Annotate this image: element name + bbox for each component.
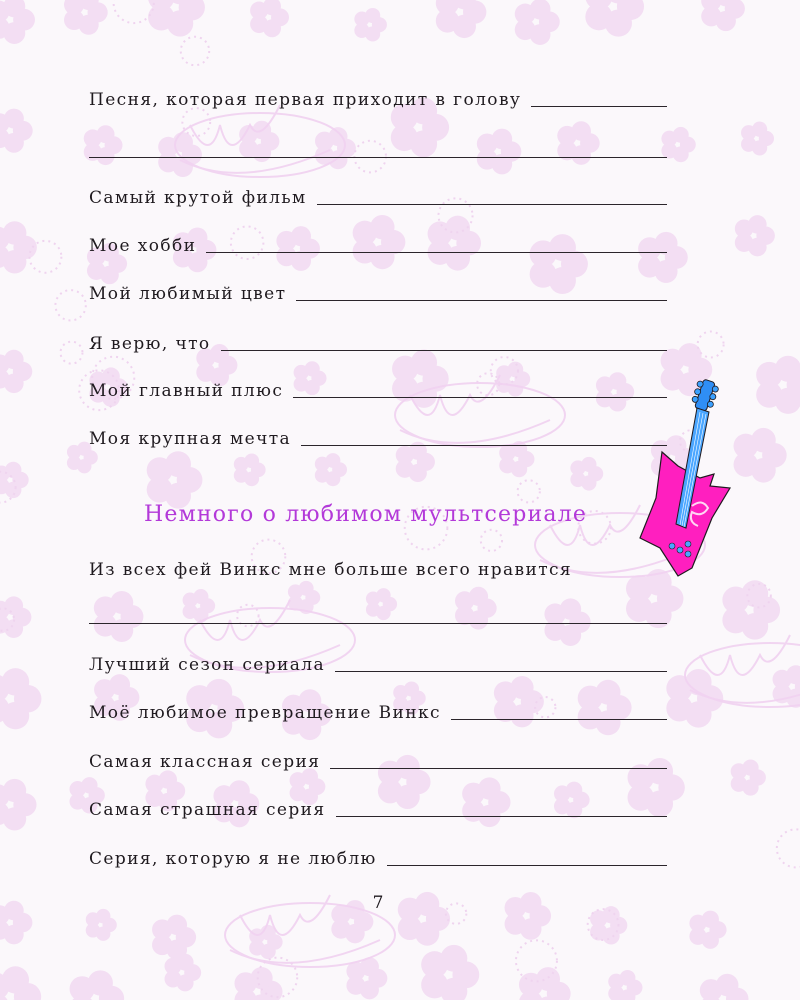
answer-line[interactable]	[451, 718, 667, 720]
row-hobby	[89, 238, 667, 255]
answer-line[interactable]	[330, 767, 667, 769]
row-coolest-episode	[89, 754, 667, 771]
answer-line-favorite-fairy[interactable]	[89, 623, 667, 624]
row-dream	[89, 431, 667, 448]
row-believe	[89, 336, 667, 353]
row-label: Самый крутой фильм	[89, 188, 307, 208]
row-label: Мое хобби	[89, 236, 197, 256]
row-disliked-episode	[89, 851, 667, 868]
answer-line[interactable]	[317, 203, 667, 205]
answer-line[interactable]	[336, 815, 668, 817]
favorite-fairy-prompt: Из всех фей Винкс мне больше всего нравится	[89, 560, 573, 580]
row-label: Самая страшная серия	[89, 800, 326, 820]
row-transformation	[89, 705, 667, 722]
page-number: 7	[372, 893, 384, 913]
row-label: Лучший сезон сериала	[89, 655, 325, 675]
row-label: Серия, которую я не люблю	[89, 849, 377, 869]
answer-line[interactable]	[301, 444, 667, 446]
answer-line[interactable]	[387, 864, 667, 866]
row-plus	[89, 383, 667, 400]
row-label: Мой любимый цвет	[89, 284, 287, 304]
row-label: Я верю, что	[89, 334, 211, 354]
row-best-season	[89, 657, 667, 674]
row-movie	[89, 190, 667, 207]
guitar-icon	[634, 378, 734, 578]
row-label: Мой главный плюс	[89, 381, 284, 401]
answer-line[interactable]	[221, 349, 667, 351]
answer-line[interactable]	[206, 251, 667, 253]
row-label: Моя крупная мечта	[89, 429, 292, 449]
answer-line[interactable]	[293, 396, 667, 398]
section-heading: Немного о любимом мультсериале	[144, 502, 588, 527]
answer-line[interactable]	[296, 299, 667, 301]
row-song	[89, 92, 667, 109]
row-label: Самая классная серия	[89, 752, 321, 772]
answer-line[interactable]	[531, 105, 667, 107]
answer-line-continuation[interactable]	[89, 157, 667, 158]
row-label: Моё любимое превращение Винкс	[89, 703, 441, 723]
row-scariest-episode	[89, 802, 667, 819]
row-color	[89, 286, 667, 303]
row-label: Песня, которая первая приходит в голову	[89, 90, 522, 110]
answer-line[interactable]	[335, 670, 667, 672]
